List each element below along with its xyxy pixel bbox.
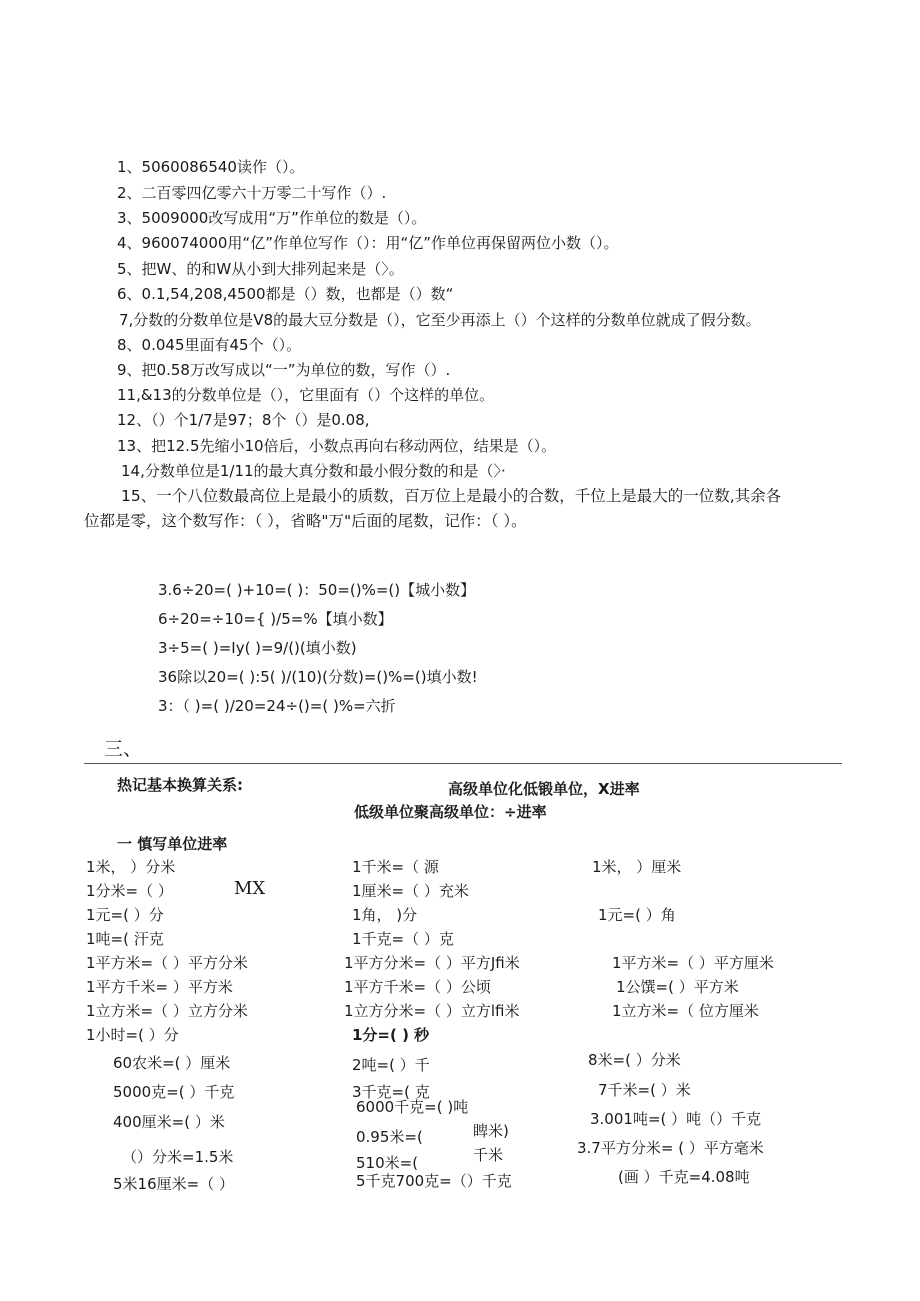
division-line-4: 36除以20=( ):5( )/(10)(分数)=()%=()填小数! — [158, 668, 478, 686]
conv-col2-row5: 1平方分米=（ ）平方Jfi米 — [344, 954, 520, 972]
question-11: 11,&13的分数单位是（），它里面有（）个这样的单位。 — [117, 386, 495, 404]
question-8: 8、0.045里面有45个（）。 — [117, 336, 302, 354]
question-15-line2: 位都是零，这个数写作：（ ），省略"万"后面的尾数，记作：（ ）。 — [84, 512, 527, 530]
conv-col2-row2: 1厘米=（ ）充米 — [352, 882, 469, 900]
extra-right-row1: 8米=( ）分米 — [588, 1051, 681, 1069]
extra-mid-row3: 6000千克=( )吨 — [356, 1098, 469, 1116]
conv-col1-row4: 1吨=( 汗克 — [86, 930, 164, 948]
question-1: 1、5060086540读作（）。 — [117, 158, 305, 176]
extra-mid-row2-clip — [352, 1083, 512, 1101]
question-7: 7,分数的分数单位是V8的最大豆分数是（），它至少再添上（）个这样的分数单位就成了假分数。 — [119, 311, 761, 329]
conv-col2-row1: 1千米=（ 源 — [352, 858, 439, 876]
extra-right-row3: 3.001吨=( ）吨（）千克 — [590, 1110, 762, 1128]
conv-col1-mx: MX — [234, 878, 266, 899]
question-12: 12、（）个1/7是97；8个（）是0.08, — [117, 411, 370, 429]
extra-left-row3: 400厘米=( ）米 — [113, 1113, 225, 1131]
conv-col3-row4: 1公馔=( ）平方米 — [616, 978, 739, 996]
conv-col3-row5: 1立方米=（ 位方厘米 — [612, 1002, 759, 1020]
sub-heading: 一 慎写单位进率 — [117, 835, 228, 853]
section-3-heading: 三、 — [104, 738, 143, 760]
conv-col3-row3: 1平方米=（ ）平方厘米 — [612, 954, 774, 972]
question-2: 2、二百零四亿零六十万零二十写作（）. — [117, 184, 387, 202]
question-3: 3、5009000改写成用“万”作单位的数是（）。 — [117, 209, 427, 227]
extra-right-row4: 3.7平方分米= ( ）平方毫米 — [577, 1139, 764, 1157]
memorize-label: 热记基本换算关系: — [117, 776, 243, 794]
extra-mid-row4: 0.95米=( — [356, 1128, 423, 1146]
extra-left-row4: （）分米=1.5米 — [122, 1148, 234, 1166]
conv-col2-row7: 1立方分米=（ ）立方lfi米 — [344, 1002, 520, 1020]
extra-mid-row6: 5千克700克=（）千克 — [356, 1172, 512, 1190]
section-divider — [84, 763, 842, 764]
question-13: 13、把12.5先缩小10倍后，小数点再向右移动两位，结果是（）。 — [117, 437, 557, 455]
conv-col1-row3: 1元=( ）分 — [86, 906, 164, 924]
question-9: 9、把0.58万改写成以“一”为单位的数，写作（）. — [117, 361, 451, 379]
conv-col2-row4: 1千克=（ ）克 — [352, 930, 454, 948]
extra-right-row2: 7千米=( ）米 — [598, 1081, 691, 1099]
sub-heading-clip — [117, 835, 367, 853]
extra-mid-right-row2: 千米 — [473, 1146, 504, 1164]
conv-col1-row2: 1分米=（ ） — [86, 882, 173, 900]
conv-col1-row8: 1小时=( ）分 — [86, 1026, 179, 1044]
extra-left-row2: 5000克=( ）千克 — [113, 1083, 235, 1101]
extra-left-row1: 60农米=( ）厘米 — [113, 1054, 231, 1072]
extra-mid-row5: 510米=( — [356, 1154, 419, 1172]
question-5: 5、把W、的和W从小到大排列起来是（〉。 — [117, 260, 404, 278]
conv-col3-row2: 1元=( ）角 — [598, 906, 676, 924]
extra-left-row5: 5米16厘米=（ ） — [113, 1175, 234, 1193]
division-line-3: 3÷5=( )=Iy( )=9/()(填小数) — [158, 639, 357, 657]
conv-col2-row3: 1角， )分 — [352, 906, 418, 924]
division-line-2: 6÷20=÷10={ )/5=%【填小数】 — [158, 610, 393, 628]
conv-col3-row1: 1米， ）厘米 — [592, 858, 682, 876]
division-line-1: 3.6÷20=( )+10=( )：50=()%=()【城小数】 — [158, 581, 476, 599]
extra-mid-row5-clip — [356, 1154, 476, 1172]
extra-mid-right-row1: 睥米) — [473, 1122, 509, 1140]
rule-low-to-high: 低级单位聚高级单位：÷进率 — [354, 803, 547, 821]
conv-col1-row6: 1平方千米= ）平方米 — [86, 978, 233, 996]
extra-mid-row2: 3千克=( 克 — [352, 1083, 430, 1101]
conv-col1-row1: 1米， ）分米 — [86, 858, 176, 876]
extra-left-row5-clip — [113, 1175, 343, 1193]
question-4: 4、960074000用“亿”作单位写作（）：用“亿”作单位再保留两位小数（）。 — [117, 234, 619, 252]
question-14: 14,分数单位是1/11的最大真分数和最小假分数的和是（〉· — [121, 462, 506, 480]
conv-col1-row7: 1立方米=（ ）立方分米 — [86, 1002, 248, 1020]
rule-high-to-low: 高级单位化低锻单位，X进率 — [448, 780, 640, 798]
division-line-5: 3：（ )=( )/20=24÷()=( )%=六折 — [158, 697, 396, 715]
extra-right-row5: (画 ）千克=4.08吨 — [618, 1168, 750, 1186]
extra-mid-row1: 2吨=( ）千 — [352, 1056, 430, 1074]
conv-col2-row6: 1平方千米=（ ）公顷 — [344, 978, 491, 996]
question-15-line1: 15、一个八位数最高位上是最小的质数，百万位上是最小的合数，千位上是最大的一位数,其余各 — [121, 487, 782, 505]
conv-col1-row5: 1平方米=（ ）平方分米 — [86, 954, 248, 972]
question-6: 6、0.1,54,208,4500都是（）数，也都是（）数“ — [117, 285, 454, 303]
conv-col2-row8: 1分=( ) 秒 — [352, 1026, 430, 1044]
